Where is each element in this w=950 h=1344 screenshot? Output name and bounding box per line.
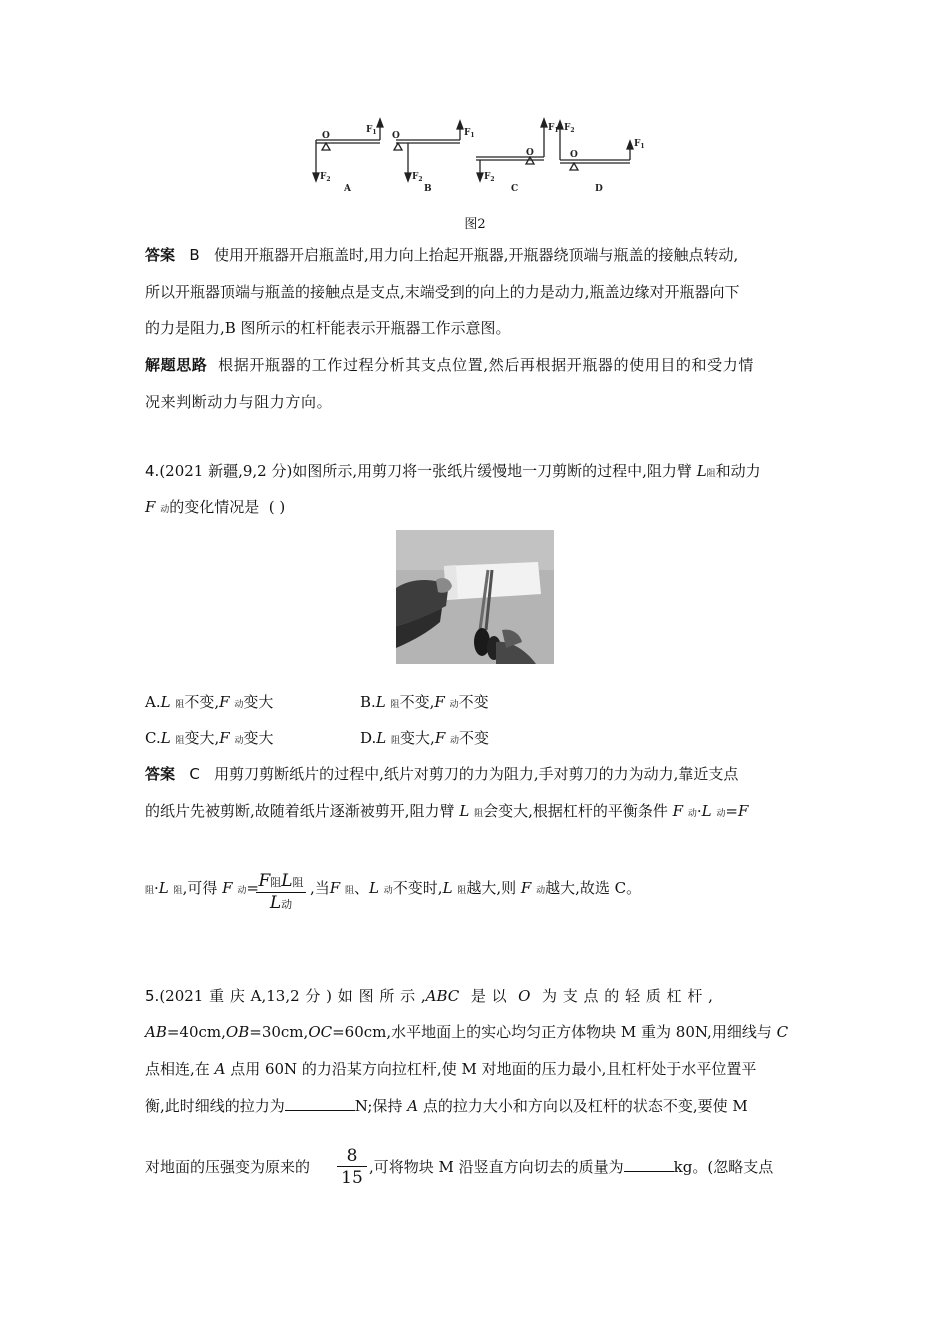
q4-fraction [256, 871, 306, 913]
q4-answer-line-2: 的纸片先被剪断,故随着纸片逐渐被剪开,阻力臂 L 阻会变大,根据杠杆的平衡条件 F 动·L 动=F [145, 802, 749, 820]
pivot-label-b: O [392, 131, 400, 141]
pivot-label-c: O [526, 148, 534, 158]
force-f2-label-b: $F_2$ [412, 172, 423, 183]
force-f2-label-c: $F_2$ [484, 172, 495, 183]
fraction-denominator: L动 [269, 893, 293, 913]
panel-label-c: C [511, 184, 519, 194]
answer-choice: C [189, 765, 200, 783]
scissors-cutting-paper-photo [396, 530, 554, 664]
fraction-numerator: 8 [337, 1146, 367, 1167]
force-f2-label-d: $F_2$ [564, 123, 575, 134]
q3-thinking-line-2: 况来判断动力与阻力方向。 [145, 393, 333, 411]
panel-label-d: D [595, 184, 603, 194]
fraction-numerator: F阻L阻 [256, 871, 306, 893]
force-f1-label-a: $F_1$ [366, 125, 377, 136]
q3-answer-line-1: 答案 B 使用开瓶器开启瓶盖时,用力向上抬起开瓶器,开瓶器绕顶端与瓶盖的接触点转动, [145, 246, 739, 264]
answer-blank-2[interactable] [624, 1157, 674, 1172]
pivot-label-d: O [570, 150, 578, 160]
answer-label: 答案 [145, 246, 176, 264]
q3-thinking-line-1: 解题思路 根据开瓶器的工作过程分析其支点位置,然后再根据开瓶器的使用目的和受力情 [145, 356, 754, 374]
force-f1-label-d: $F_1$ [634, 139, 645, 150]
answer-blank-1[interactable] [285, 1096, 355, 1111]
q4-answer-line-3: 阻·L 阻,可得 F 动= [145, 879, 259, 897]
q5-stem-line-3: 点相连,在 A 点用 60N 的力沿某方向拉杠杆,使 M 对地面的压力最小,且杠杆处于水平位置平 [145, 1060, 757, 1078]
figure-caption: 图2 [464, 217, 486, 232]
q5-stem-line-4: 衡,此时细线的拉力为 N;保持 A 点的拉力大小和方向以及杠杆的状态不变,要使 M [145, 1097, 748, 1115]
q4-stem-line-1: 4.(2021 新疆,9,2 分)如图所示,用剪刀将一张纸片缓慢地一刀剪断的过程中,阻力臂 L阻和动力 [145, 462, 761, 480]
q5-stem-line-5-tail: ,可将物块 M 沿竖直方向切去的质量为 kg。(忽略支点 [369, 1158, 774, 1176]
force-f1-label-b: $F_1$ [464, 128, 475, 139]
q5-fraction [337, 1146, 367, 1189]
panel-label-b: B [424, 184, 432, 194]
figure-2-lever-diagrams [300, 115, 650, 200]
q3-answer-line-2: 所以开瓶器顶端与瓶盖的接触点是支点,末端受到的向上的力是动力,瓶盖边缘对开瓶器向下 [145, 283, 740, 301]
q5-stem-line-5: 对地面的压强变为原来的 [145, 1158, 311, 1176]
force-f2-label-a: $F_2$ [320, 172, 331, 183]
q5-stem-line-2: AB=40cm,OB=30cm,OC=60cm,水平地面上的实心均匀正方体物块 M 重为 80N,用细线与 C [145, 1023, 789, 1041]
panel-label-a: A [344, 184, 351, 194]
q5-stem-line-1: 5.(2021 重 庆 A,13,2 分 ) 如 图 所 示 ,ABC 是 以 O 为 支 点 的 轻 质 杠 杆 , [145, 987, 713, 1005]
q4-option-a[interactable]: A.L 阻不变,F 动变大 [145, 693, 274, 711]
pivot-label-a: O [322, 131, 330, 141]
fraction-denominator: 15 [341, 1168, 363, 1188]
q4-answer-line-1: 答案 C 用剪刀剪断纸片的过程中,纸片对剪刀的力为阻力,手对剪刀的力为动力,靠近支点 [145, 765, 739, 783]
q4-stem-line-2: F 动的变化情况是 ( ) [145, 498, 286, 516]
q4-answer-line-3-tail: ,当F 阻、L 动不变时,L 阻越大,则 F 动越大,故选 C。 [310, 879, 642, 897]
force-f1-label-c: $F_1$ [548, 123, 559, 134]
answer-label: 答案 [145, 765, 176, 783]
answer-choice: B [189, 246, 200, 264]
q4-option-d[interactable]: D.L 阻变大,F 动不变 [360, 729, 490, 747]
q4-option-b[interactable]: B.L 阻不变,F 动不变 [360, 693, 489, 711]
q4-option-c[interactable]: C.L 阻变大,F 动变大 [145, 729, 274, 747]
thinking-label: 解题思路 [145, 356, 208, 374]
q3-answer-line-3: 的力是阻力,B 图所示的杠杆能表示开瓶器工作示意图。 [145, 319, 511, 337]
